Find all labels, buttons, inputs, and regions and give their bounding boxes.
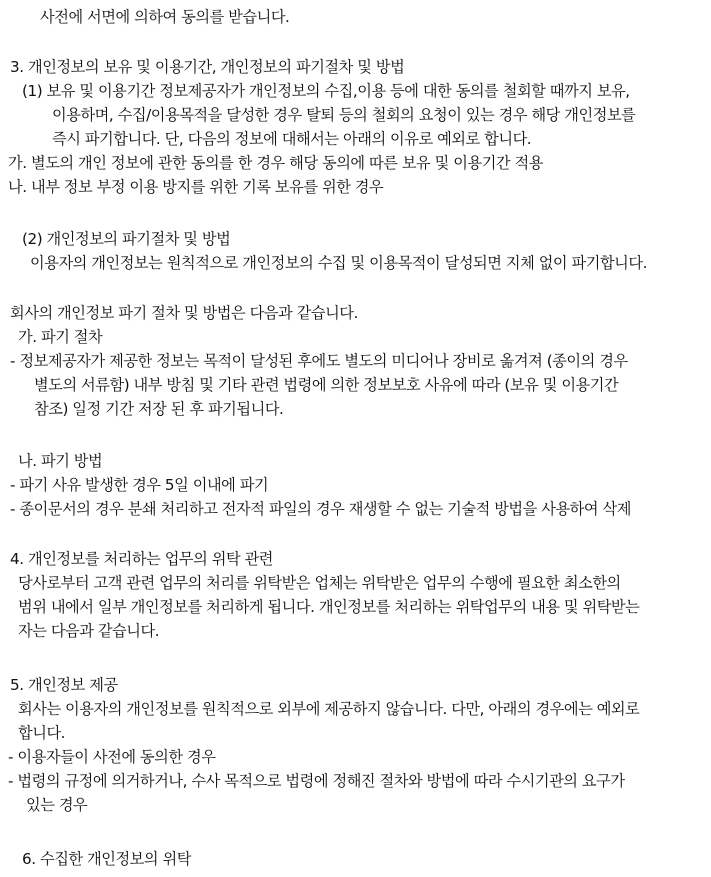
text-line: 사전에 서면에 의하여 동의를 받습니다. [40,8,290,26]
text-line: 자는 다음과 같습니다. [18,622,160,640]
text-line: - 파기 사유 발생한 경우 5일 이내에 파기 [10,476,269,494]
text-line: - 이용자들이 사전에 동의한 경우 [8,748,216,766]
subsection-heading-destruction: (2) 개인정보의 파기절차 및 방법 [22,230,231,248]
text-line: 즉시 파기합니다. 단, 다음의 정보에 대해서는 아래의 이유로 예외로 합니다. [52,130,532,148]
text-line: - 정보제공자가 제공한 정보는 목적이 달성된 후에도 별도의 미디어나 장비로 옮겨져 (종이의 경우 [10,352,628,370]
text-line: 나. 내부 정보 부정 이용 방지를 위한 기록 보유를 위한 경우 [8,178,384,196]
text-line: 이용자의 개인정보는 원칙적으로 개인정보의 수집 및 이용목적이 달성되면 지체 없이 파기합니다. [30,254,647,272]
text-line: 별도의 서류함) 내부 방침 및 기타 관련 법령에 의한 정보보호 사유에 따라 (보유 및 이용기간 [34,376,619,394]
text-line: 가. 별도의 개인 정보에 관한 동의를 한 경우 해당 동의에 따른 보유 및 이용기간 적용 [8,154,543,172]
section-heading-retention: 3. 개인정보의 보유 및 이용기간, 개인정보의 파기절차 및 방법 [10,58,405,76]
text-line: 범위 내에서 일부 개인정보를 처리하게 됩니다. 개인정보를 처리하는 위탁업무의 내용 및 위탁받는 [18,598,640,616]
section-heading-outsourcing: 4. 개인정보를 처리하는 업무의 위탁 관련 [10,550,274,568]
text-line: (1) 보유 및 이용기간 정보제공자가 개인정보의 수집,이용 등에 대한 동의를 철회할 때까지 보유, [22,82,630,100]
text-line: 나. 파기 방법 [18,452,103,470]
section-heading-collected-outsourcing: 6. 수집한 개인정보의 위탁 [22,850,191,868]
text-line: 이용하며, 수집/이용목적을 달성한 경우 탈퇴 등의 철회의 요청이 있는 경우 해당 개인정보를 [52,106,636,124]
text-line: 있는 경우 [26,796,88,814]
text-line: - 법령의 규정에 의거하거나, 수사 목적으로 법령에 정해진 절차와 방법에 따라 수시기관의 요구가 [8,772,625,790]
text-line: - 종이문서의 경우 분쇄 처리하고 전자적 파일의 경우 재생할 수 없는 기술적 방법을 사용하여 삭제 [10,500,631,518]
text-line: 참조) 일정 기간 저장 된 후 파기됩니다. [34,400,284,418]
text-line: 당사로부터 고객 관련 업무의 처리를 위탁받은 업체는 위탁받은 업무의 수행에 필요한 최소한의 [18,574,621,592]
text-line: 회사의 개인정보 파기 절차 및 방법은 다음과 같습니다. [10,304,358,322]
section-heading-provision: 5. 개인정보 제공 [10,676,118,694]
text-line: 합니다. [18,724,66,742]
text-line: 회사는 이용자의 개인정보를 원칙적으로 외부에 제공하지 않습니다. 다만, 아래의 경우에는 예외로 [18,700,640,718]
text-line: 가. 파기 절차 [18,328,103,346]
